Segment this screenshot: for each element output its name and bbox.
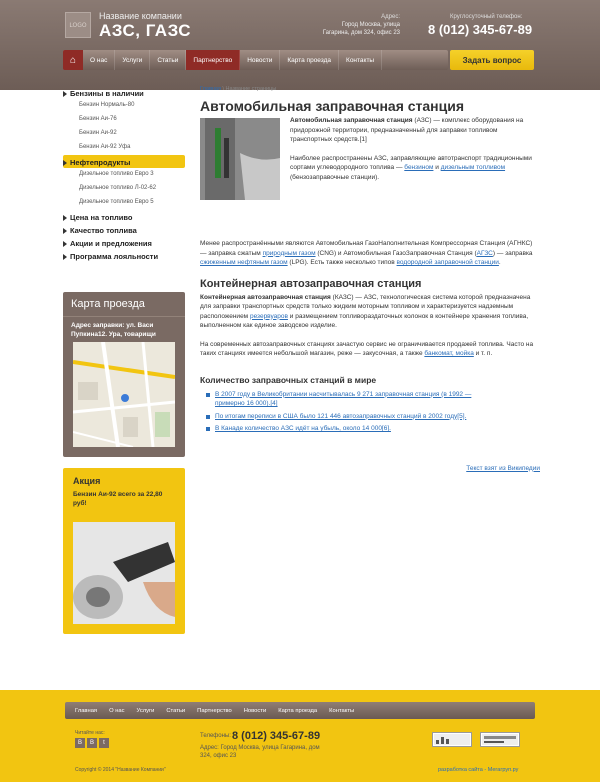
paragraph-4 [200, 293, 540, 331]
paragraph-2-text-b: и [433, 164, 441, 171]
paragraph-4-text-b: и размещением топливораздаточных колонок в контейнере хранения топлива, выполненном как единое заводское изделие. [200, 312, 529, 329]
sidebar-item-prices[interactable]: Цена на топливо [63, 210, 185, 223]
breadcrumb [200, 86, 540, 92]
company-name[interactable]: АЗС, ГАЗС [99, 21, 192, 40]
company-subtitle: Название компании [99, 11, 182, 21]
paragraph-3-text-b: (CNG) и Автомобильная ГазоЗаправочная Станция ( [315, 249, 477, 257]
main-nav [63, 50, 448, 70]
sidebar [63, 86, 185, 262]
paragraph-2-text-a: Наиболее распространены АЗС, заправляющие автотранспорт традиционными сортами углеводородного топлива — [290, 154, 532, 171]
list-item [215, 390, 500, 409]
sidebar-subitem[interactable]: Бензин Аи-92 [79, 130, 117, 136]
paragraph-2 [290, 154, 540, 183]
map-widget [63, 292, 185, 457]
sidebar-item-quality[interactable]: Качество топлива [63, 223, 185, 236]
counter-badge[interactable] [432, 732, 472, 747]
list-item-link[interactable]: По итогам переписи в США было 121 446 автозаправочных станций в 2002 году[5]. [215, 412, 467, 420]
social-links [75, 738, 109, 748]
footer-nav-map[interactable]: Карта проезда [278, 707, 318, 714]
sidebar-subitem[interactable]: Дизельное топливо Евро 5 [79, 199, 154, 205]
main-content [200, 86, 540, 473]
footer-nav-services[interactable]: Услуги [136, 707, 155, 714]
sidebar-item-promotions[interactable]: Акции и предложения [63, 236, 185, 249]
list-item [215, 424, 500, 434]
paragraph-5-text-a: На современных автозаправочных станциях зачастую сервис не ограничивается продажей топлива. Часто на таких станциях имеется небольшой магазин, реже — закусочная, а также [200, 340, 534, 357]
footer-nav-about[interactable]: О нас [109, 707, 125, 714]
wikipedia-link[interactable]: Текст взят из Википедии [466, 464, 540, 472]
read-us-label: Читайте нас: [75, 730, 105, 736]
nav-item-partnership[interactable]: Партнерство [186, 50, 240, 70]
paragraph-5 [200, 340, 540, 359]
phone-label: Круглосуточный телефон: [450, 14, 523, 20]
header [0, 0, 600, 90]
footer [0, 690, 600, 782]
phone-number: 8 (012) 345-67-89 [428, 22, 533, 37]
paragraph-3-text-d: (LPG). Есть также несколько типов [287, 259, 397, 266]
page-title: Автомобильная заправочная станция [200, 98, 465, 114]
link-lpg[interactable]: сжиженным нефтяным газом [200, 259, 288, 266]
link-reservoirs[interactable]: резервуаров [249, 312, 288, 320]
blog-icon[interactable]: B [87, 738, 97, 748]
link-atm-wash[interactable]: банкомат, мойка [424, 350, 474, 357]
nav-item-news[interactable]: Новости [240, 50, 280, 70]
logo[interactable]: LOGO [65, 12, 91, 38]
paragraph-2-text-c: (бензозаправочные станции). [290, 173, 380, 181]
copyright: Copyright © 2014 "Название Компании" [75, 767, 166, 773]
paragraph-3-text-a: Менее распространёнными являются Автомобильная ГазоНаполнительная Компрессорная Станция (АГНКС) — заправка сжатым [200, 240, 533, 257]
sidebar-subitem[interactable]: Бензин Аи-76 [79, 116, 117, 122]
paragraph-1-bold: Автомобильная заправочная станция [290, 117, 413, 124]
footer-nav-articles[interactable]: Статьи [166, 707, 186, 714]
fuel-nozzle-image [73, 522, 175, 624]
counter-badge[interactable] [480, 732, 520, 747]
map-address: Адрес заправки: ул. Васи Пупкина12. Ура, товарищи [71, 322, 156, 338]
nav-item-map[interactable]: Карта проезда [280, 50, 339, 70]
ask-question-button[interactable]: Задать вопрос [450, 50, 534, 70]
footer-nav [65, 702, 535, 719]
sidebar-subitem[interactable]: Бензин Аи-92 Уфа [79, 144, 131, 150]
sidebar-item-gasoline[interactable]: Бензины в наличии [63, 86, 185, 99]
sidebar-item-oil-products[interactable]: Нефтепродукты [63, 155, 185, 168]
paragraph-1-text: (АЗС) — комплекс оборудования на придорожной территории, предназначенный для заправки топливом транспортных средств.[1] [290, 117, 524, 143]
footer-nav-news[interactable]: Новости [243, 707, 267, 714]
paragraph-3 [200, 239, 540, 268]
list-item-link[interactable]: В 2007 году в Великобритании насчитывалась 9 271 заправочная станция (в 1992 — примерно 16 000).[4] [215, 390, 472, 407]
map-image[interactable] [73, 342, 175, 447]
nav-item-articles[interactable]: Статьи [150, 50, 186, 70]
footer-nav-partnership[interactable]: Партнерство [197, 707, 232, 714]
twitter-icon[interactable]: t [99, 738, 109, 748]
breadcrumb-home[interactable]: Главная [200, 86, 221, 92]
link-hydrogen[interactable]: водородной заправочной станции [396, 259, 499, 266]
nav-item-contacts[interactable]: Контакты [339, 50, 382, 70]
breadcrumb-current: Название страницы [225, 86, 277, 92]
vk-icon[interactable]: В [75, 738, 85, 748]
section-heading-stats: Количество заправочных станций в мире [200, 374, 377, 385]
sidebar-subitem[interactable]: Бензин Нормаль-80 [79, 102, 135, 108]
footer-phone-label: Телефоны: [200, 733, 231, 739]
paragraph-5-text-b: и т. п. [473, 350, 493, 357]
link-natural-gas[interactable]: природным газом [262, 249, 316, 257]
home-icon[interactable]: ⌂ [63, 50, 83, 70]
sidebar-subitem[interactable]: Дизельное топливо Л-02-62 [79, 185, 157, 191]
breadcrumb-separator: \ [222, 86, 224, 92]
paragraph-4-text-a: (КАЗС) — АЗС, технологическая система которой предназначена для заправки транспортных средств только жидким моторным топливом и характеризуется надземным расположением [200, 293, 531, 320]
list-item-link[interactable]: В Канаде количество АЗС идёт на убыль, около 14 000[6]. [215, 425, 391, 432]
nav-item-about[interactable]: О нас [83, 50, 115, 70]
address-text: Город Москва, улица Гагарина, дом 324, офис 23 [322, 22, 400, 36]
paragraph-1 [290, 116, 540, 145]
footer-nav-home[interactable]: Главная [75, 707, 98, 714]
source-link [200, 464, 540, 474]
link-diesel[interactable]: дизельным топливом [440, 164, 506, 171]
stats-list [200, 390, 500, 434]
gas-pump-photo [200, 118, 280, 200]
address-label: Адрес: [381, 14, 400, 20]
nav-item-services[interactable]: Услуги [115, 50, 150, 70]
footer-address: Адрес: Город Москва, улица Гагарина, дом 324, офис 23 [200, 745, 320, 759]
footer-nav-contacts[interactable]: Контакты [329, 707, 355, 714]
developer-link[interactable]: разработка сайта - Мегагруп.ру [438, 767, 519, 773]
list-item [215, 412, 500, 422]
promo-text: Бензин Аи-92 всего за 22,80 руб! [73, 491, 163, 507]
promo-widget [63, 468, 185, 634]
sidebar-subitem[interactable]: Дизельное топливо Евро 3 [79, 171, 154, 177]
sidebar-item-loyalty[interactable]: Программа лояльности [63, 249, 185, 262]
section-heading-container: Контейнерная автозаправочная станция [200, 277, 422, 290]
link-gasoline[interactable]: бензином [404, 164, 434, 171]
paragraph-3-text-e: . [498, 259, 501, 266]
paragraph-3-text-c: ) — заправка [492, 249, 533, 257]
link-agzs[interactable]: АГЗС [476, 249, 493, 257]
promo-title: Акция [73, 476, 101, 486]
footer-phone: 8 (012) 345-67-89 [232, 730, 321, 742]
paragraph-4-bold: Контейнерная автозаправочная станция [200, 293, 331, 301]
map-title: Карта проезда [63, 292, 185, 317]
